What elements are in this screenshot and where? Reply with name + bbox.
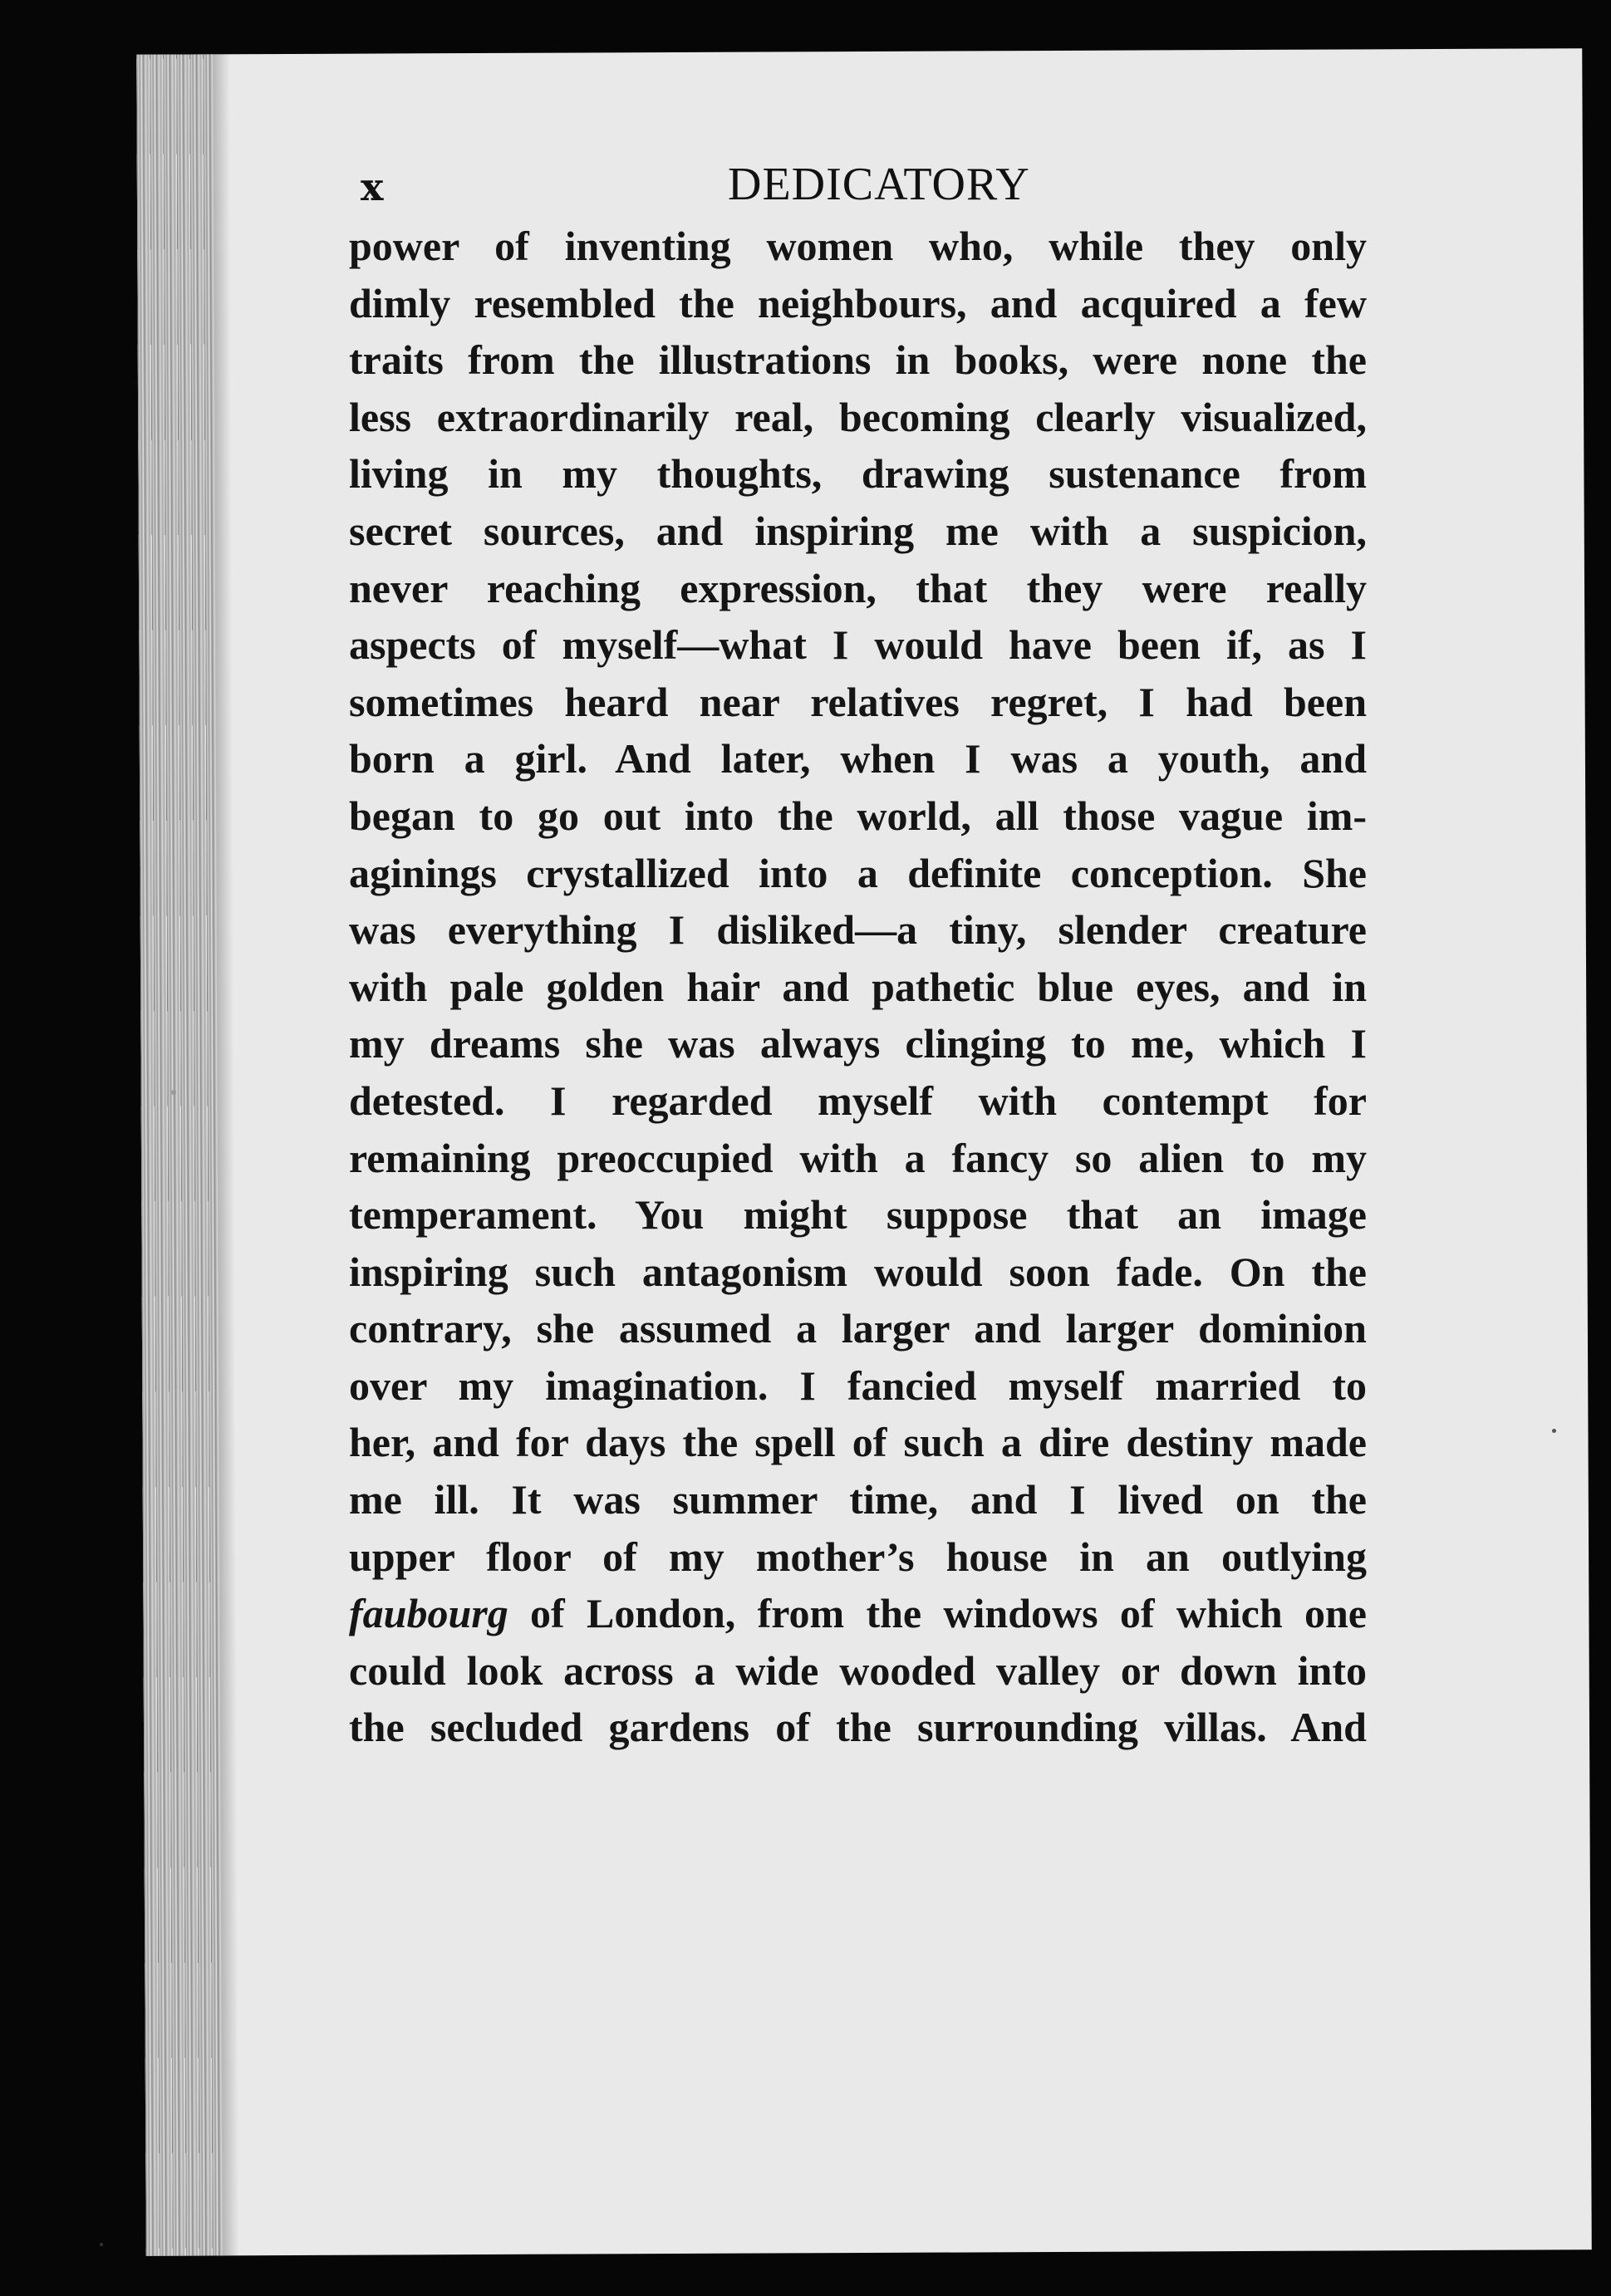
text-line: inspiring such antagonism would soon fade. On the xyxy=(349,1248,1367,1295)
text-line: dimly resembled the neighbours, and acquired a few xyxy=(349,279,1367,326)
running-head: DEDICATORY xyxy=(728,159,1030,210)
text-line: contrary, she assumed a larger and larger dominion xyxy=(349,1305,1367,1352)
text-line: traits from the illustrations in books, were none the xyxy=(349,336,1367,384)
text-line xyxy=(349,1585,1367,1642)
text-line: sometimes heard near relatives regret, I had been xyxy=(349,678,1367,725)
text-line: born a girl. And later, when I was a youth, and xyxy=(349,735,1367,783)
scan-speck xyxy=(100,2243,103,2246)
italic-word: faubourg xyxy=(349,1590,508,1637)
text-line: detested. I regarded myself with contempt for xyxy=(349,1077,1367,1124)
text-line: could look across a wide wooded valley or down into xyxy=(349,1646,1367,1694)
text-line: with pale golden hair and pathetic blue eyes, and in xyxy=(349,963,1367,1010)
text-line: her, and for days the spell of such a dire destiny made xyxy=(349,1419,1367,1466)
text-line: the secluded gardens of the surrounding villas. And xyxy=(349,1704,1367,1751)
text-line: was everything I disliked—a tiny, slender creature xyxy=(349,906,1367,954)
page-number: x xyxy=(361,164,384,209)
scan-speck xyxy=(171,1090,176,1095)
text-line: upper floor of my mother’s house in an outlying xyxy=(349,1533,1367,1580)
text-line: remaining preoccupied with a fancy so alien to my xyxy=(349,1134,1367,1181)
text-line: living in my thoughts, drawing sustenance from xyxy=(349,450,1367,498)
text-line: less extraordinarily real, becoming clearly visualized, xyxy=(349,393,1367,440)
body-text xyxy=(349,218,1367,1756)
text-line: over my imagination. I fancied myself married to xyxy=(349,1361,1367,1409)
text-line: power of inventing women who, while they only xyxy=(349,223,1367,269)
text-line: temperament. You might suppose that an image xyxy=(349,1191,1367,1239)
text-line: never reaching expression, that they were really xyxy=(349,564,1367,611)
text-line: aginings crystallized into a definite conception. She xyxy=(349,849,1367,896)
text-line: secret sources, and inspiring me with a suspicion, xyxy=(349,507,1367,554)
text-fragment: of London, from the windows of which one xyxy=(508,1590,1367,1637)
text-line: aspects of myself—what I would have been if, as I xyxy=(349,621,1367,669)
scan-speck xyxy=(1552,1429,1556,1433)
text-line: my dreams she was always clinging to me, which I xyxy=(349,1020,1367,1067)
text-line: me ill. It was summer time, and I lived on the xyxy=(349,1476,1367,1523)
page-gutter-edge xyxy=(136,54,223,2255)
text-line: began to go out into the world, all those vague im- xyxy=(349,792,1367,839)
